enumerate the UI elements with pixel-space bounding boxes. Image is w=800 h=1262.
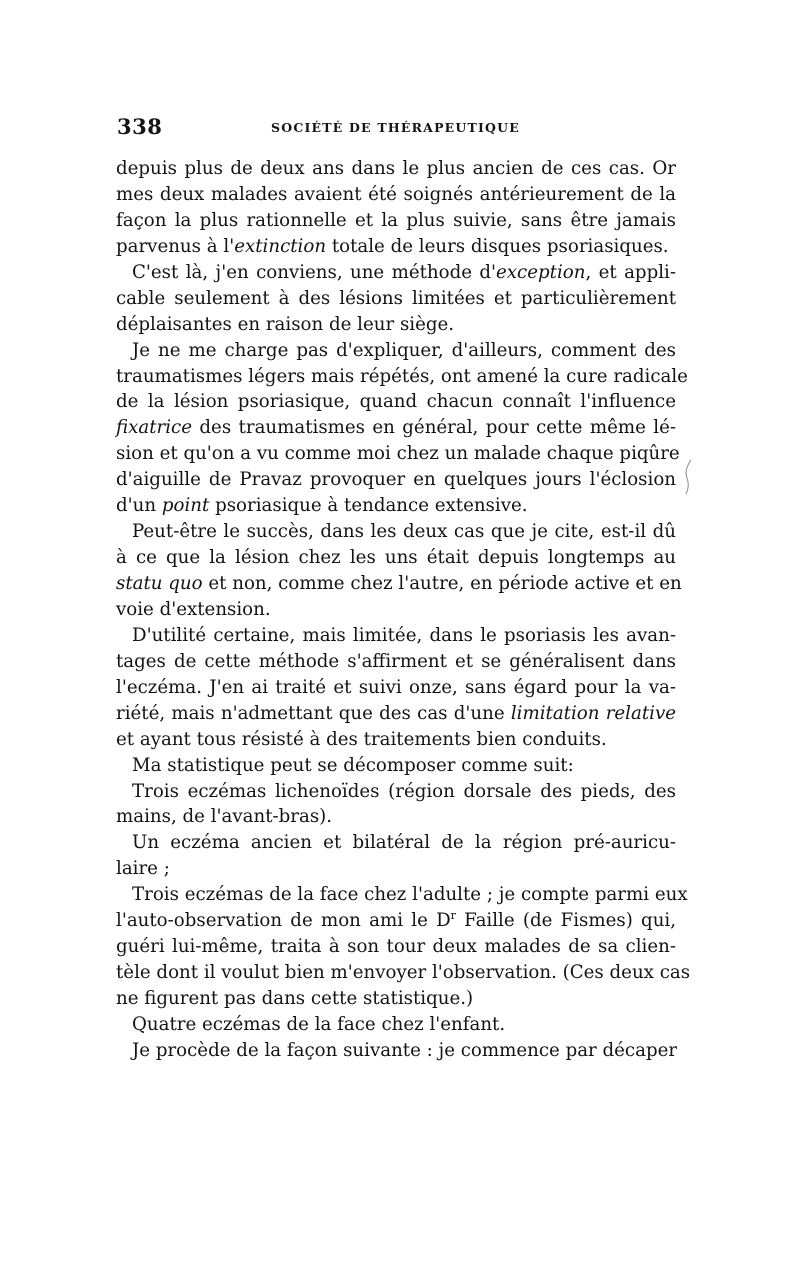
italic-text-segment: fixatrice [116,417,193,439]
italic-text-segment: extinction [234,235,327,257]
text-segment: l'auto-observation de mon ami le D [116,910,451,932]
text-line [116,260,676,286]
text-line [116,675,676,701]
text-segment: Trois eczémas de la face chez l'adulte ; je compte parmi eux [132,884,688,906]
text-segment: des traumatismes en général, pour cette même lé- [192,417,676,439]
text-line [116,701,676,727]
text-segment: Ma statistique peut se décomposer comme suit: [132,754,574,776]
text-segment: riété, mais n'admettant que des cas d'une [116,702,511,724]
text-line [116,415,676,441]
text-line [116,856,676,882]
italic-text-segment: exception [496,261,586,283]
text-segment: d'aiguille de Pravaz provoquer en quelques jours l'éclosion [116,469,676,491]
text-line [116,545,676,571]
text-segment: psoriasique à tendance extensive. [209,495,528,517]
text-segment: tages de cette méthode s'affirment et se généralisent dans [116,650,676,672]
text-line [116,467,676,493]
superscript-text: r [450,909,456,923]
text-line [116,960,691,986]
text-line [116,623,676,649]
text-line [116,934,676,960]
text-segment: parvenus à l' [116,235,235,257]
text-line [116,649,676,675]
text-segment: Peut-être le succès, dans les deux cas que je cite, est-il dû [132,521,676,543]
text-segment: laire ; [116,858,170,880]
text-line [116,804,676,830]
text-segment: façon la plus rationnelle et la plus suivie, sans être jamais [116,209,676,231]
italic-text-segment: limitation relative [510,702,676,724]
text-line [116,441,680,467]
text-line [116,519,676,545]
text-line [116,364,688,390]
text-line [116,908,676,934]
text-line [116,597,676,623]
text-segment: de la lésion psoriasique, quand chacun connaît l'influence [116,391,676,413]
text-line [116,312,676,338]
text-line [116,727,676,753]
text-line [116,389,676,415]
text-line [116,986,676,1012]
text-segment: et non, comme chez l'autre, en période active et en [202,573,682,594]
running-head [117,114,675,142]
margin-bracket-mark [682,458,694,496]
text-line [116,830,676,856]
text-line [116,753,676,779]
text-segment: d'un [116,495,162,517]
text-segment: sion et qu'on a vu comme moi chez un malade chaque piqûre [116,443,680,465]
text-segment: Quatre eczémas de la face chez l'enfant. [132,1013,506,1035]
text-line [116,571,682,597]
text-line [116,286,676,312]
text-line [116,1038,676,1064]
text-segment: Trois eczémas lichenoïdes (région dorsale des pieds, des [132,780,676,802]
text-segment: Je ne me charge pas d'expliquer, d'ailleurs, comment des [132,339,676,361]
text-segment: Faille (de Fismes) qui, [455,910,677,932]
text-segment: , et appli- [585,261,676,283]
running-title: SOCIÉTÉ DE THÉRAPEUTIQUE [271,120,520,135]
text-segment: totale de leurs disques psoriasiques. [326,235,669,257]
text-segment: traumatismes légers mais répétés, ont amené la cure radicale [116,365,688,387]
text-segment: et ayant tous résisté à des traitements bien conduits. [116,728,607,750]
page-number: 338 [117,114,163,139]
text-line [116,234,676,260]
text-line [116,182,676,208]
text-line [116,493,676,519]
text-segment: mains, de l'avant-bras). [116,806,333,828]
italic-text-segment: point [161,495,210,517]
text-line [116,208,676,234]
text-segment: voie d'extension. [116,598,271,620]
text-segment: guéri lui-même, traita à son tour deux malades de sa clien- [116,936,676,958]
italic-text-segment: statu quo [116,573,203,594]
text-segment: D'utilité certaine, mais limitée, dans le psoriasis les avan- [132,624,676,646]
text-line [116,1012,676,1038]
text-segment: tèle dont il voulut bien m'envoyer l'observation. (Ces deux cas [116,962,691,984]
text-segment: mes deux malades avaient été soignés antérieurement de la [116,183,676,205]
text-segment: déplaisantes en raison de leur siège. [116,313,455,335]
text-segment: Je procède de la façon suivante : je commence par décaper [132,1039,678,1061]
text-line [116,156,676,182]
text-line [116,779,676,805]
text-segment: cable seulement à des lésions limitées et particulièrement [116,287,676,309]
text-segment: à ce que la lésion chez les uns était depuis longtemps au [116,547,676,569]
text-segment: l'eczéma. J'en ai traité et suivi onze, sans égard pour la va- [116,676,676,698]
text-segment: ne figurent pas dans cette statistique.) [116,988,474,1009]
text-segment: Un eczéma ancien et bilatéral de la région pré-auricu- [132,832,676,854]
body-text [116,156,691,1064]
text-line [116,338,676,364]
text-line [116,882,688,908]
text-segment: depuis plus de deux ans dans le plus ancien de ces cas. Or [116,158,676,179]
text-segment: C'est là, j'en conviens, une méthode d' [132,261,497,283]
